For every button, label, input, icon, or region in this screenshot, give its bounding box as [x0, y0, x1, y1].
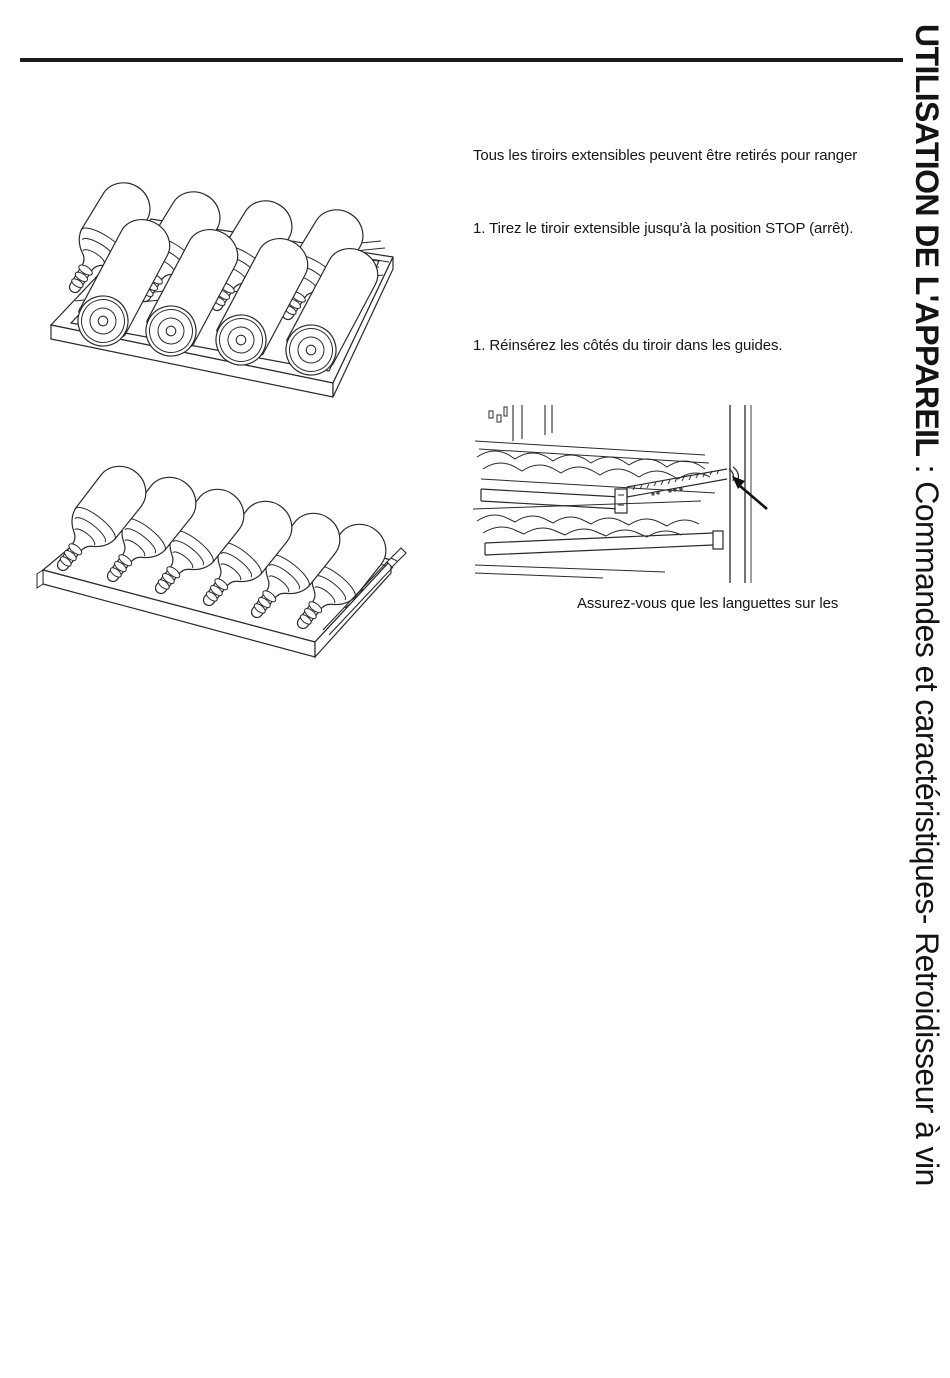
step-pull-text: 1. Tirez le tiroir extensible jusqu'à la position STOP (arrêt). — [473, 220, 854, 237]
shelf-bottom — [473, 501, 723, 555]
floor-lines — [475, 565, 665, 578]
section-title-bold: UTILISATION DE L'APPAREIL — [909, 24, 945, 457]
header-rule — [20, 58, 903, 62]
arrow-icon — [732, 476, 767, 509]
step-reinsert-text: 1. Réinsérez les côtés du tiroir dans les guides. — [473, 337, 783, 354]
figure-drawer-guides — [465, 405, 795, 585]
section-title-regular: : Commandes et caractéristiques- Retroidisseur à vin — [909, 456, 945, 1186]
intro-text: Tous les tiroirs extensibles peuvent être retirés pour ranger — [473, 147, 858, 164]
figure-drawer-eight-bottles — [45, 175, 420, 407]
note-text: Assurez-vous que les languettes sur les — [577, 595, 839, 612]
figure-drawer-six-bottles — [35, 462, 415, 662]
cabinet-frame-post — [489, 405, 552, 441]
slide-rail — [627, 467, 738, 497]
vertical-section-title — [908, 24, 945, 1364]
